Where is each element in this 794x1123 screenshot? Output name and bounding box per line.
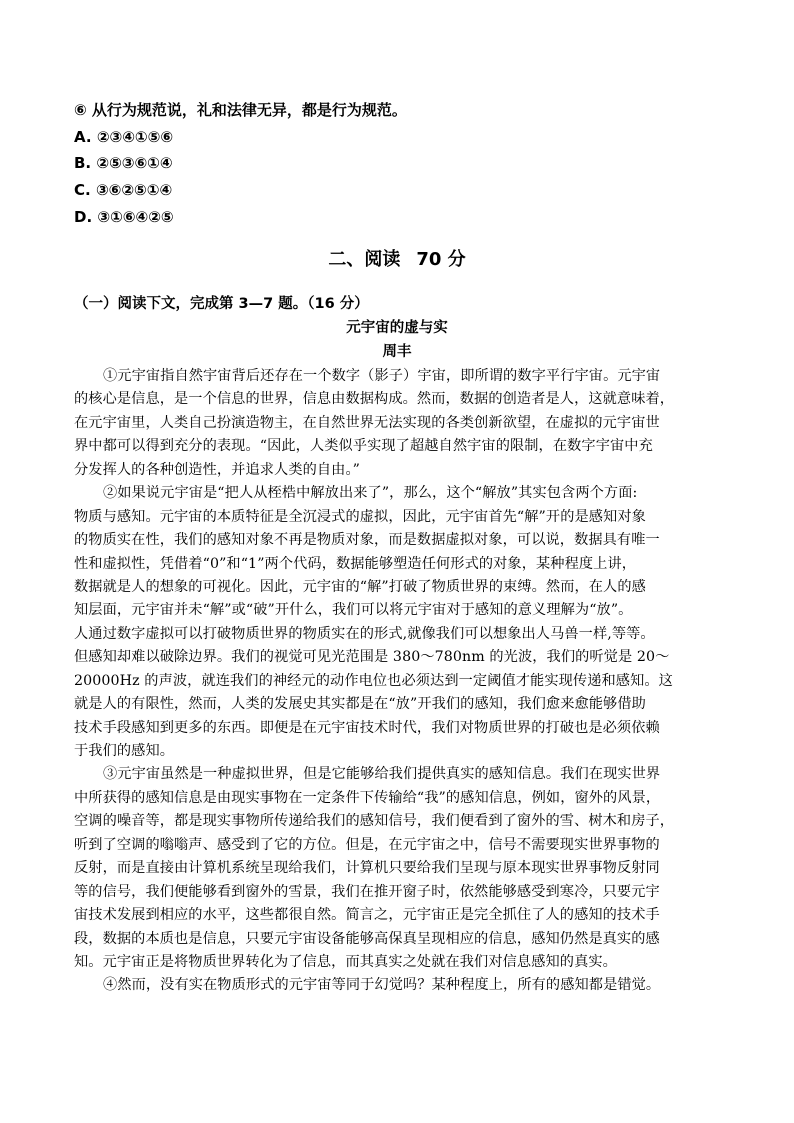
article-line: 知层面，元宇宙并未“解”或“破”开什么，我们可以将元宇宙对于感知的意义理解为“放”。 bbox=[74, 602, 633, 619]
article-line: 知。元宇宙正是将物质世界转化为了信息，而其真实之处就在我们对信息感知的真实。 bbox=[74, 953, 617, 970]
article-line: 分发挥人的各种创造性，并追求人类的自由。” bbox=[74, 461, 361, 478]
section-title: 二、阅读 bbox=[328, 249, 401, 270]
article-line: 人通过数字虚拟可以打破物质世界的物质实在的形式,就像我们可以想象出人马兽一样,等等。 bbox=[74, 625, 655, 642]
option-d[interactable] bbox=[74, 207, 174, 227]
article-line: ①元宇宙指自然宇宙背后还存在一个数字（影子）宇宙，即所谓的数字平行宇宙。元宇宙 bbox=[103, 368, 661, 384]
article-line: 界中都可以得到充分的表现。“因此，人类似乎实现了超越自然宇宙的限制，在数字宇宙中充 bbox=[74, 438, 653, 455]
article-line: 20000Hz 的声波，就连我们的神经元的动作电位也必须达到一定阈值才能实现传递和感知。这 bbox=[74, 672, 673, 689]
option-text: ③①⑥④②⑤ bbox=[97, 208, 174, 226]
article-line: 但感知却难以破除边界。我们的视觉可见光范围是 380～780nm 的光波，我们的听觉是 20～ bbox=[74, 649, 670, 666]
option-letter: A. bbox=[74, 128, 92, 146]
option-text: ②⑤③⑥①④ bbox=[96, 154, 173, 172]
option-c[interactable] bbox=[74, 180, 172, 200]
article-body bbox=[74, 365, 730, 998]
section-score: 70 分 bbox=[416, 249, 466, 270]
statement-six: ⑥ 从行为规范说，礼和法律无异，都是行为规范。 bbox=[74, 101, 407, 119]
reading-instruction: （一）阅读下文，完成第 3—7 题。（16 分） bbox=[74, 296, 369, 312]
article-line: 于我们的感知。 bbox=[74, 743, 175, 759]
article-line: 空调的噪音等，都是现实事物所传递给我们的感知信号，我们便看到了窗外的雪、树木和房子， bbox=[74, 813, 675, 830]
article-line: 反射，而是直接由计算机系统呈现给我们，计算机只要给我们呈现与原本现实世界事物反射同 bbox=[74, 860, 660, 877]
article-line: 听到了空调的嗡嗡声、感受到了它的方位。但是，在元宇宙之中，信号不需要现实世界事物的 bbox=[74, 836, 660, 853]
article-line: 宙技术发展到相应的水平，这些都很自然。简言之，元宇宙正是完全抓住了人的感知的技术手 bbox=[74, 907, 660, 924]
article-line: 的物质实在性，我们的感知对象不再是物质对象，而是数据虚拟对象，可以说，数据具有唯一 bbox=[74, 532, 660, 549]
article-line: 数据就是人的想象的可视化。因此，元宇宙的“解”打破了物质世界的束缚。然而，在人的感 bbox=[74, 578, 646, 595]
option-b[interactable] bbox=[74, 153, 173, 173]
section-heading bbox=[0, 248, 794, 272]
article-line: 物质与感知。元宇宙的本质特征是全沉浸式的虚拟，因此，元宇宙首先“解”开的是感知对象 bbox=[74, 508, 646, 525]
option-letter: C. bbox=[74, 181, 91, 199]
article-line: ③元宇宙虽然是一种虚拟世界，但是它能够给我们提供真实的感知信息。我们在现实世界 bbox=[103, 766, 661, 783]
article-title: 元宇宙的虚与实 bbox=[346, 320, 448, 336]
article-line: 的核心是信息，是一个信息的世界，信息由数据构成。然而，数据的创造者是人，这就意味着， bbox=[74, 391, 675, 408]
option-letter: B. bbox=[74, 154, 92, 172]
option-a[interactable] bbox=[74, 127, 173, 147]
article-line: 在元宇宙里，人类自己扮演造物主，在自然世界无法实现的各类创新欲望，在虚拟的元宇宙世 bbox=[74, 414, 660, 431]
article-line: 就是人的有限性，然而，人类的发展史其实都是在“放”开我们的感知，我们愈来愈能够借助 bbox=[74, 696, 646, 713]
article-line: 等的信号，我们便能够看到窗外的雪景，我们在推开窗子时，依然能够感受到寒冷，只要元宇 bbox=[74, 883, 660, 900]
option-letter: D. bbox=[74, 208, 93, 226]
option-text: ②③④①⑤⑥ bbox=[96, 128, 174, 146]
article-line: 性和虚拟性，凭借着“0”和“1”两个代码，数据能够塑造任何形式的对象，某种程度上讲， bbox=[74, 555, 637, 572]
article-line: 技术手段感知到更多的东西。即便是在元宇宙技术时代，我们对物质世界的打破也是必须依赖 bbox=[74, 719, 660, 736]
article-line: 中所获得的感知信息是由现实事物在一定条件下传输给“我”的感知信息，例如，窗外的风景， bbox=[74, 789, 661, 806]
article-line: ④然而，没有实在物质形式的元宇宙等同于幻觉吗？某种程度上，所有的感知都是错觉。 bbox=[103, 977, 661, 994]
option-text: ③⑥②⑤①④ bbox=[95, 181, 173, 199]
article-author: 周丰 bbox=[382, 344, 412, 360]
article-line: 段，数据的本质也是信息，只要元宇宙设备能够高保真呈现相应的信息，感知仍然是真实的感 bbox=[74, 930, 660, 947]
article-line: ②如果说元宇宙是“把人从桎梏中解放出来了”，那么，这个“解放”其实包含两个方面: bbox=[103, 485, 638, 502]
